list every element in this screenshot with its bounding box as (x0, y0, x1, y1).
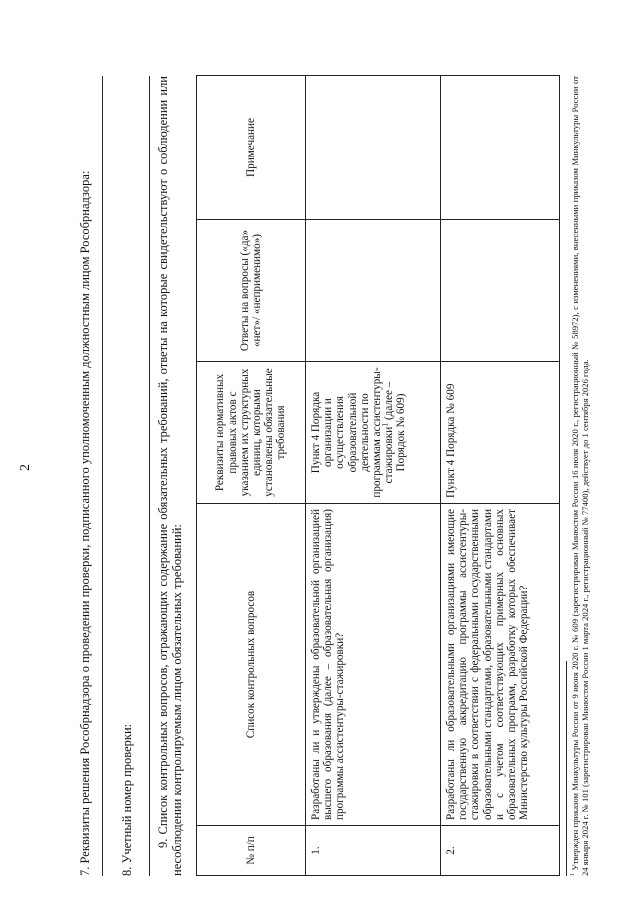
row-requisite-text: Пункт 4 Порядка организации и осуществления образовательной деятельности по программам ассистентуры-стажировки (310, 367, 396, 498)
row-question: Разработаны ли и утверждены образовательной организацией высшего образования (далее – образовательная организация) программы ассистентуры-стажировки? (306, 504, 441, 826)
row-note-cell (441, 76, 560, 220)
table-row (306, 76, 441, 876)
header-note: Примечание (197, 76, 306, 220)
checklist-table (196, 75, 560, 876)
footnote (570, 76, 590, 876)
footnote-text: Утвержден приказом Минкультуры России от 9 июня 2020 г. № 609 (зарегистрирован Минюстом России 16 июля 2020 г., регистрационный № 58972), с изменениями, внесенными приказом Минкультуры России от 24 января 2024 г. № 101 (зарегистрирован Минюстом России 1 марта 2024 г., регистрационный № 77400), действует до 1 сентября 2026 года. (570, 76, 591, 876)
row-requisite-tail: (далее – Порядок № 609) (383, 381, 408, 472)
header-requisites: Реквизиты нормативных правовых актов с указанием их структурных единиц, которыми установлены обязательные требования (197, 362, 306, 504)
item-8-inspection-number: 8. Учетный номер проверки: (120, 723, 134, 876)
row-number: 2. (441, 826, 560, 876)
footnote-mark: 1 (570, 872, 577, 876)
row-note-cell (306, 76, 441, 220)
table-row (441, 76, 560, 876)
table-header-row (197, 76, 306, 876)
header-answers: Ответы на вопросы («да» «нет»/ «неприменимо») (197, 220, 306, 362)
row-requisite: Пункт 4 Порядка № 609 (441, 362, 560, 504)
row-requisite (306, 362, 441, 504)
header-num: № п/п (197, 826, 306, 876)
row-answer-cell (441, 220, 560, 362)
footnote-reference: 1 (380, 422, 390, 427)
row-answer-cell (306, 220, 441, 362)
item-7-decision-requisites: 7. Реквизиты решения Рособрнадзора о проведении проверки, подписанного уполномоченным должностным лицом Рособрнадзора: (78, 170, 92, 876)
row-question: Разработаны ли образовательными организациями имеющие государственную аккредитацию программы ассистентуры-стажировки в соответствии с федеральными государственными образовательными стандартами, образовательными стандартами и с учетом соответствующих примерных основных образовательных программ, разработку которых обеспечивает Министерство культуры Российской Федерации? (441, 504, 560, 826)
item-9-checklist-intro: 9. Список контрольных вопросов, отражающих содержание обязательных требований, ответы на которые свидетельствуют о соблюдении или несоблюдении контролируемым лицом обязательных требований: (156, 76, 184, 876)
row-number: 1. (306, 826, 441, 876)
footnote-separator (566, 661, 567, 876)
item-8-fill-line (149, 76, 150, 876)
item-7-fill-line (102, 76, 103, 876)
header-questions: Список контрольных вопросов (197, 504, 306, 826)
page-number: 2 (18, 464, 33, 471)
